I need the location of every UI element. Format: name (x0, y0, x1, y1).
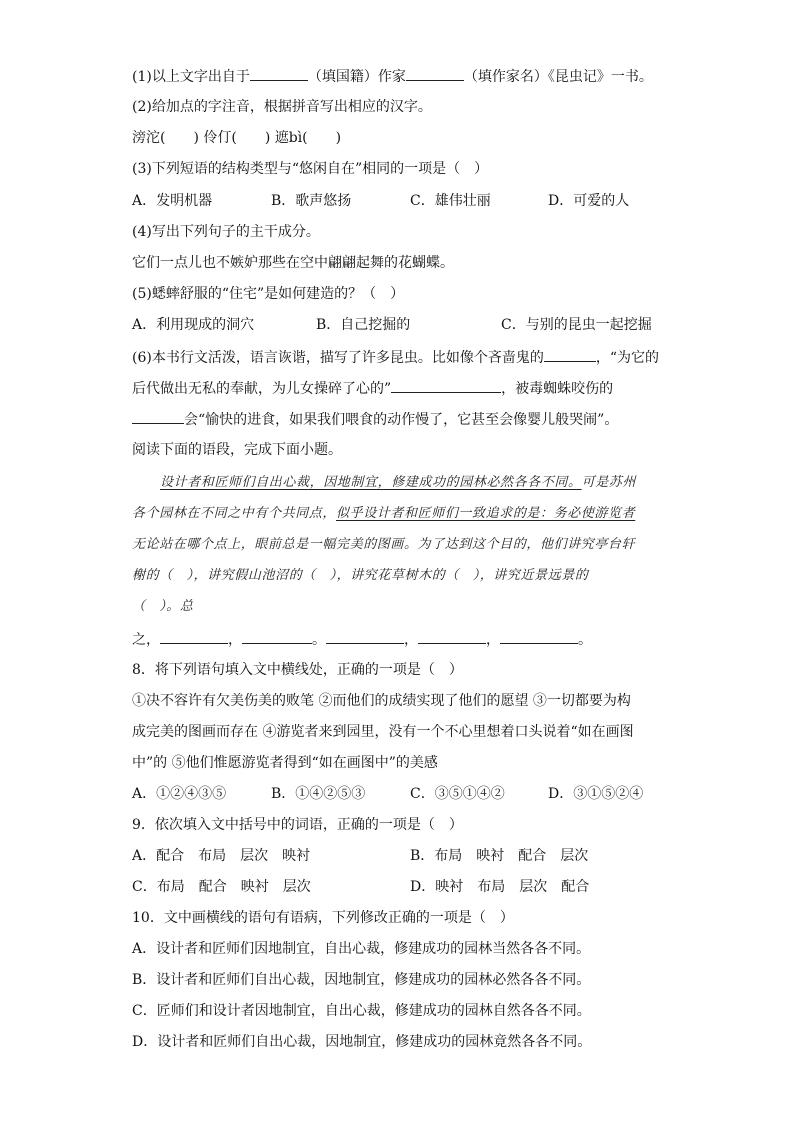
answer-blank[interactable] (132, 409, 184, 424)
question-6-line-3 (132, 409, 618, 430)
answer-blank[interactable] (242, 629, 312, 644)
question-1-part-b: （填国籍）作家 (307, 69, 406, 85)
answer-blank[interactable] (326, 629, 404, 644)
q5-option-b[interactable]: B．自己挖掘的 (316, 317, 411, 333)
passage-line-3: 无论站在哪个点上，眼前总是一幅完美的图画。为了达到这个目的，他们讲究亭台轩 (132, 537, 636, 552)
underlined-sentence: 设计者和匠师们自出心裁，因地制宜，修建成功的园林必然各各不同。 (160, 475, 582, 490)
question-1-part-c: （填作家名）《昆虫记》一书。 (463, 69, 653, 85)
q3-option-a[interactable]: A．发明机器 (132, 193, 213, 209)
q9-option-d[interactable]: D．映衬 布局 层次 配合 (410, 879, 590, 895)
q10-option-a[interactable]: A．设计者和匠师们因地制宜，自出心裁，修建成功的园林当然各各不同。 (132, 941, 591, 957)
passage-text: ， (404, 632, 418, 648)
q3-option-b[interactable]: B．歌声悠扬 (271, 193, 352, 209)
question-4: (4)写出下列句子的主干成分。 (132, 224, 320, 240)
q10-option-c[interactable]: C．匠师们和设计者因地制宜，自出心裁，修建成功的园林自然各各不同。 (132, 1003, 591, 1019)
reading-instruction: 阅读下面的语段，完成下面小题。 (132, 442, 342, 458)
passage-line-5: （ ）。总 (132, 599, 194, 614)
question-6-text: 后代做出无私的奉献，为儿女操碎了心的” (132, 381, 392, 397)
question-6-text: 会“愉快的进食，如果我们喂食的动作慢了，它甚至会像婴儿般哭闹”。 (184, 412, 619, 428)
q10-option-b[interactable]: B．设计者和匠师们自出心裁，因地制宜，修建成功的园林必然各各不同。 (132, 972, 591, 988)
underlined-sentence: 似乎设计者和匠师们一致追求的是：务必使游览者 (336, 506, 636, 521)
question-5: (5)蟋蟀舒服的“住宅”是如何建造的？（ ） (132, 286, 405, 302)
answer-blank[interactable] (160, 629, 228, 644)
question-6-text: (6)本书行文活泼，语言诙谐，描写了许多昆虫。比如像个吝啬鬼的 (132, 350, 544, 366)
passage-line-6 (132, 629, 592, 650)
q3-option-d[interactable]: D．可爱的人 (548, 193, 630, 209)
answer-blank[interactable] (406, 66, 464, 81)
question-10: 10．文中画横线的语句有语病，下列修改正确的一项是（ ） (132, 910, 514, 926)
question-2: (2)给加点的字注音，根据拼音写出相应的汉字。 (132, 99, 432, 115)
question-1 (132, 66, 653, 87)
answer-blank[interactable] (418, 629, 486, 644)
question-4-sentence: 它们一点儿也不嫉妒那些在空中翩翩起舞的花蝴蝶。 (132, 255, 454, 271)
answer-blank[interactable] (391, 378, 501, 393)
answer-blank[interactable] (500, 629, 578, 644)
answer-blank[interactable] (250, 66, 308, 81)
q9-option-c[interactable]: C．布局 配合 映衬 层次 (132, 879, 311, 895)
question-9: 9．依次填入文中括号中的词语，正确的一项是（ ） (132, 817, 463, 833)
q9-option-a[interactable]: A．配合 布局 层次 映衬 (132, 848, 311, 864)
q8-option-b[interactable]: B．①④②⑤③ (271, 786, 366, 802)
passage-line-4: 榭的（ ），讲究假山池沼的（ ），讲究花草树木的（ ），讲究近景远景的 (132, 568, 589, 583)
q3-option-c[interactable]: C．雄伟壮丽 (410, 193, 491, 209)
passage-line-1 (160, 473, 636, 493)
question-6-line-2 (132, 378, 613, 399)
question-1-part-a: (1)以上文字出自于 (132, 69, 250, 85)
question-8-sentences-2: 成完美的图画而存在 ④游览者来到园里，没有一个不心里想着口头说着“如在画图 (132, 724, 634, 740)
q5-option-a[interactable]: A．利用现成的洞穴 (132, 317, 255, 333)
q9-option-b[interactable]: B．布局 映衬 配合 层次 (410, 848, 589, 864)
q5-option-c[interactable]: C．与别的昆虫一起挖掘 (501, 317, 652, 333)
question-8-sentences-1: ①决不容许有欠美伤美的败笔 ②而他们的成绩实现了他们的愿望 ③一切都要为构 (132, 693, 631, 709)
passage-line-2 (132, 504, 635, 524)
q8-option-d[interactable]: D．③①⑤②④ (548, 786, 644, 802)
question-2-items: 滂沱( ) 伶仃( ) 遮bì( ) (132, 130, 342, 146)
passage-text: 可是苏州 (581, 475, 637, 490)
passage-text: 。 (312, 632, 326, 648)
question-6-line-1 (132, 347, 659, 368)
q8-option-c[interactable]: C．③⑤①④② (410, 786, 505, 802)
passage-text: ， (486, 632, 500, 648)
question-3: (3)下列短语的结构类型与“悠闲自在”相同的一项是（ ） (132, 161, 489, 177)
q10-option-d[interactable]: D．设计者和匠师们自出心裁，因地制宜，修建成功的园林竟然各各不同。 (132, 1034, 592, 1050)
passage-text: 之， (132, 632, 160, 648)
passage-text: ， (228, 632, 242, 648)
question-8: 8．将下列语句填入文中横线处，正确的一项是（ ） (132, 662, 463, 678)
question-6-text: ，被毒蜘蛛咬伤的 (501, 381, 614, 397)
q8-option-a[interactable]: A．①②④③⑤ (132, 786, 227, 802)
answer-blank[interactable] (544, 347, 596, 362)
question-8-sentences-3: 中”的 ⑤他们惟愿游览者得到“如在画图中”的美感 (132, 755, 438, 771)
question-6-text: ，“为它的 (595, 350, 660, 366)
passage-text: 。 (578, 632, 592, 648)
passage-text: 各个园林在不同之中有个共同点， (132, 506, 337, 521)
